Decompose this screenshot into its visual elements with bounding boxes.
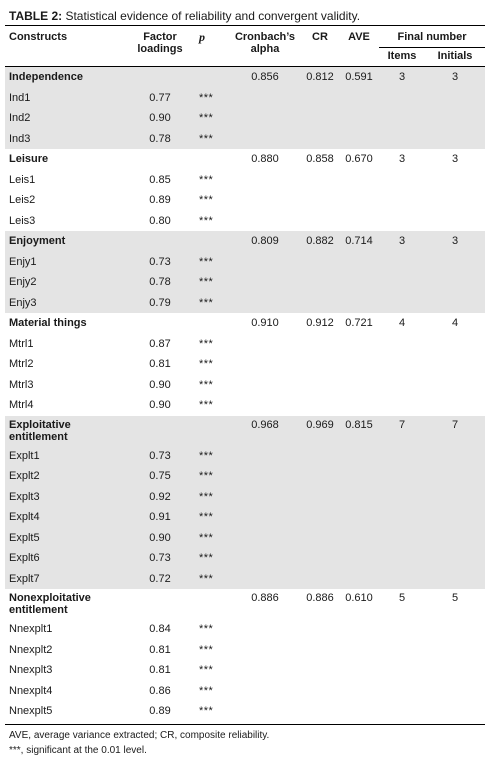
empty-cell bbox=[425, 211, 485, 232]
empty-cell bbox=[339, 446, 379, 467]
p-cell bbox=[195, 231, 229, 252]
empty-cell bbox=[379, 88, 425, 109]
cr-value: 0.969 bbox=[301, 416, 339, 446]
factor-loading-value: 0.81 bbox=[149, 643, 171, 656]
factor-loading-value: 0.73 bbox=[125, 548, 195, 569]
item-row bbox=[5, 395, 485, 416]
empty-cell bbox=[379, 681, 425, 702]
p-significance: *** bbox=[195, 528, 229, 549]
empty-cell bbox=[339, 619, 379, 640]
empty-cell bbox=[301, 395, 339, 416]
empty-cell bbox=[301, 487, 339, 508]
item-row bbox=[5, 660, 485, 681]
empty-cell bbox=[301, 528, 339, 549]
item-name: Explt4 bbox=[5, 507, 125, 528]
factor-loading-value: 0.75 bbox=[125, 466, 195, 487]
empty-cell bbox=[301, 466, 339, 487]
cr-value: 0.812 bbox=[301, 67, 339, 88]
initials-value: 3 bbox=[451, 153, 459, 166]
p-significance: *** bbox=[199, 623, 214, 636]
p-significance: *** bbox=[195, 548, 229, 569]
header-constructs: Constructs bbox=[9, 31, 68, 43]
empty-cell bbox=[301, 211, 339, 232]
item-row bbox=[5, 108, 485, 129]
initials-value: 4 bbox=[451, 317, 459, 330]
items-value: 3 bbox=[379, 231, 425, 252]
empty-cell bbox=[339, 252, 379, 273]
item-name: Nnexplt4 bbox=[9, 684, 53, 697]
factor-loading-value: 0.89 bbox=[149, 194, 171, 207]
empty-cell bbox=[301, 548, 339, 569]
factor-loading-value: 0.73 bbox=[125, 446, 195, 467]
empty-cell bbox=[301, 354, 339, 375]
item-name: Nnexplt3 bbox=[9, 664, 53, 677]
factor-loading-value: 0.89 bbox=[149, 705, 171, 718]
empty-cell bbox=[425, 252, 485, 273]
empty-cell bbox=[229, 681, 301, 702]
item-name: Mtrl2 bbox=[9, 358, 34, 371]
empty-cell bbox=[301, 701, 339, 722]
empty-cell bbox=[229, 211, 301, 232]
empty-cell bbox=[339, 640, 379, 661]
item-row bbox=[5, 701, 485, 722]
alpha-value: 0.968 bbox=[229, 416, 301, 446]
empty-cell bbox=[229, 108, 301, 129]
footnote-abbreviations: AVE, average variance extracted; CR, composite reliability. bbox=[9, 729, 270, 741]
empty-cell bbox=[425, 640, 485, 661]
p-significance: *** bbox=[195, 569, 229, 590]
empty-cell bbox=[301, 129, 339, 150]
factor-loading-value: 0.85 bbox=[149, 173, 171, 186]
empty-cell bbox=[301, 252, 339, 273]
p-significance: *** bbox=[199, 194, 214, 207]
empty-cell bbox=[425, 701, 485, 722]
empty-cell bbox=[425, 569, 485, 590]
factor-loading-value: 0.80 bbox=[149, 214, 171, 227]
empty-cell bbox=[379, 466, 425, 487]
header-initials: Initials bbox=[437, 50, 473, 62]
item-name: Nnexplt2 bbox=[9, 643, 53, 656]
factor-loading-value: 0.72 bbox=[125, 569, 195, 590]
p-significance: *** bbox=[195, 108, 229, 129]
item-name: Mtrl4 bbox=[9, 399, 34, 412]
empty-cell bbox=[379, 129, 425, 150]
cr-value: 0.886 bbox=[306, 592, 334, 604]
empty-cell bbox=[425, 354, 485, 375]
empty-cell bbox=[379, 252, 425, 273]
empty-cell bbox=[339, 487, 379, 508]
empty-cell bbox=[229, 701, 301, 722]
empty-cell bbox=[339, 395, 379, 416]
p-cell bbox=[195, 67, 229, 88]
p-significance: *** bbox=[195, 487, 229, 508]
empty-cell bbox=[301, 660, 339, 681]
item-row bbox=[5, 334, 485, 355]
empty-cell bbox=[425, 619, 485, 640]
empty-cell bbox=[425, 129, 485, 150]
empty-cell bbox=[339, 660, 379, 681]
empty-cell bbox=[425, 548, 485, 569]
empty-cell bbox=[301, 334, 339, 355]
construct-row bbox=[5, 589, 485, 619]
item-name: Ind2 bbox=[5, 108, 125, 129]
empty-cell bbox=[379, 528, 425, 549]
factor-loading-cell bbox=[125, 149, 195, 170]
p-significance: *** bbox=[199, 358, 214, 371]
ave-value: 0.815 bbox=[339, 416, 379, 446]
empty-cell bbox=[425, 446, 485, 467]
empty-cell bbox=[339, 569, 379, 590]
ave-value: 0.591 bbox=[339, 67, 379, 88]
construct-name: Exploitative entitlement bbox=[5, 416, 125, 446]
item-row bbox=[5, 211, 485, 232]
item-name: Explt5 bbox=[5, 528, 125, 549]
factor-loading-value: 0.73 bbox=[125, 252, 195, 273]
empty-cell bbox=[339, 88, 379, 109]
p-cell bbox=[195, 589, 229, 619]
factor-loading-value: 0.81 bbox=[149, 358, 171, 371]
factor-loading-cell bbox=[125, 231, 195, 252]
construct-row bbox=[5, 416, 485, 446]
empty-cell bbox=[379, 548, 425, 569]
empty-cell bbox=[379, 190, 425, 211]
p-significance: *** bbox=[195, 88, 229, 109]
construct-row bbox=[5, 231, 485, 252]
factor-loading-value: 0.92 bbox=[125, 487, 195, 508]
empty-cell bbox=[379, 446, 425, 467]
empty-cell bbox=[339, 681, 379, 702]
empty-cell bbox=[229, 190, 301, 211]
items-value: 3 bbox=[398, 153, 406, 166]
empty-cell bbox=[301, 108, 339, 129]
factor-loading-value: 0.86 bbox=[149, 684, 171, 697]
item-row bbox=[5, 170, 485, 191]
items-value: 7 bbox=[379, 416, 425, 446]
p-significance: *** bbox=[199, 378, 214, 391]
alpha-value: 0.809 bbox=[229, 231, 301, 252]
empty-cell bbox=[339, 129, 379, 150]
item-row bbox=[5, 293, 485, 314]
empty-cell bbox=[339, 272, 379, 293]
p-significance: *** bbox=[199, 173, 214, 186]
header-factor-loadings: Factor loadings bbox=[137, 31, 183, 55]
empty-cell bbox=[379, 108, 425, 129]
empty-cell bbox=[379, 569, 425, 590]
empty-cell bbox=[379, 660, 425, 681]
empty-cell bbox=[339, 701, 379, 722]
empty-cell bbox=[425, 293, 485, 314]
empty-cell bbox=[425, 272, 485, 293]
factor-loading-value: 0.87 bbox=[149, 337, 171, 350]
empty-cell bbox=[339, 334, 379, 355]
p-significance: *** bbox=[199, 684, 214, 697]
factor-loading-value: 0.90 bbox=[149, 378, 171, 391]
p-significance: *** bbox=[199, 664, 214, 677]
p-cell bbox=[195, 313, 229, 334]
factor-loading-value: 0.78 bbox=[125, 129, 195, 150]
empty-cell bbox=[301, 507, 339, 528]
factor-loading-value: 0.81 bbox=[149, 664, 171, 677]
empty-cell bbox=[301, 293, 339, 314]
empty-cell bbox=[379, 293, 425, 314]
empty-cell bbox=[425, 681, 485, 702]
item-row bbox=[5, 528, 485, 549]
table-body bbox=[5, 67, 485, 722]
item-name: Mtrl3 bbox=[9, 378, 34, 391]
p-cell bbox=[195, 416, 229, 446]
ave-value: 0.670 bbox=[345, 153, 373, 166]
item-name: Explt1 bbox=[5, 446, 125, 467]
empty-cell bbox=[379, 354, 425, 375]
empty-cell bbox=[425, 88, 485, 109]
empty-cell bbox=[339, 354, 379, 375]
factor-loading-value: 0.79 bbox=[125, 293, 195, 314]
empty-cell bbox=[379, 334, 425, 355]
item-row bbox=[5, 272, 485, 293]
empty-cell bbox=[339, 211, 379, 232]
empty-cell bbox=[301, 170, 339, 191]
empty-cell bbox=[229, 272, 301, 293]
p-significance: *** bbox=[199, 705, 214, 718]
p-significance: *** bbox=[199, 214, 214, 227]
empty-cell bbox=[301, 569, 339, 590]
alpha-value: 0.880 bbox=[251, 153, 279, 166]
empty-cell bbox=[339, 528, 379, 549]
empty-cell bbox=[379, 640, 425, 661]
construct-name: Enjoyment bbox=[5, 231, 125, 252]
factor-loading-value: 0.90 bbox=[125, 528, 195, 549]
empty-cell bbox=[379, 507, 425, 528]
table-figure bbox=[5, 0, 485, 758]
caption-text: Statistical evidence of reliability and convergent validity. bbox=[65, 9, 361, 23]
empty-cell bbox=[229, 487, 301, 508]
p-significance: *** bbox=[195, 466, 229, 487]
empty-cell bbox=[379, 375, 425, 396]
empty-cell bbox=[425, 466, 485, 487]
item-name: Enjy3 bbox=[5, 293, 125, 314]
empty-cell bbox=[425, 395, 485, 416]
empty-cell bbox=[301, 88, 339, 109]
empty-cell bbox=[339, 293, 379, 314]
p-significance: *** bbox=[195, 507, 229, 528]
empty-cell bbox=[339, 548, 379, 569]
empty-cell bbox=[229, 88, 301, 109]
item-name: Enjy2 bbox=[5, 272, 125, 293]
empty-cell bbox=[425, 375, 485, 396]
item-name: Explt3 bbox=[5, 487, 125, 508]
empty-cell bbox=[425, 108, 485, 129]
empty-cell bbox=[339, 507, 379, 528]
p-significance: *** bbox=[195, 446, 229, 467]
empty-cell bbox=[229, 170, 301, 191]
construct-row bbox=[5, 67, 485, 88]
item-name: Leis3 bbox=[9, 214, 36, 227]
empty-cell bbox=[229, 375, 301, 396]
item-row bbox=[5, 354, 485, 375]
empty-cell bbox=[339, 375, 379, 396]
item-row bbox=[5, 252, 485, 273]
p-cell bbox=[195, 149, 229, 170]
empty-cell bbox=[379, 395, 425, 416]
empty-cell bbox=[339, 190, 379, 211]
empty-cell bbox=[301, 640, 339, 661]
empty-cell bbox=[229, 334, 301, 355]
construct-name: Leisure bbox=[9, 153, 49, 166]
initials-value: 5 bbox=[451, 592, 459, 604]
empty-cell bbox=[425, 660, 485, 681]
empty-cell bbox=[229, 252, 301, 273]
item-row bbox=[5, 507, 485, 528]
header-cr: CR bbox=[312, 31, 328, 43]
header-ave: AVE bbox=[348, 31, 370, 43]
empty-cell bbox=[425, 528, 485, 549]
empty-cell bbox=[425, 507, 485, 528]
item-name: Nnexplt5 bbox=[9, 705, 53, 718]
item-row bbox=[5, 446, 485, 467]
empty-cell bbox=[229, 446, 301, 467]
factor-loading-cell bbox=[125, 416, 195, 446]
empty-cell bbox=[379, 211, 425, 232]
header-items: Items bbox=[387, 50, 417, 62]
item-row bbox=[5, 681, 485, 702]
ave-value: 0.610 bbox=[345, 592, 373, 604]
construct-row bbox=[5, 149, 485, 170]
item-name: Enjy1 bbox=[5, 252, 125, 273]
item-name: Explt6 bbox=[5, 548, 125, 569]
items-value: 5 bbox=[398, 592, 406, 604]
factor-loading-value: 0.90 bbox=[125, 108, 195, 129]
initials-value: 3 bbox=[425, 67, 485, 88]
empty-cell bbox=[301, 272, 339, 293]
p-significance: *** bbox=[195, 272, 229, 293]
construct-name: Material things bbox=[9, 317, 87, 330]
item-row bbox=[5, 466, 485, 487]
alpha-value: 0.910 bbox=[251, 317, 279, 330]
cr-value: 0.882 bbox=[301, 231, 339, 252]
p-significance: *** bbox=[195, 252, 229, 273]
empty-cell bbox=[425, 190, 485, 211]
empty-cell bbox=[229, 640, 301, 661]
empty-cell bbox=[229, 528, 301, 549]
factor-loading-value: 0.77 bbox=[125, 88, 195, 109]
empty-cell bbox=[339, 466, 379, 487]
empty-cell bbox=[425, 487, 485, 508]
empty-cell bbox=[229, 507, 301, 528]
p-significance: *** bbox=[199, 399, 214, 412]
item-row bbox=[5, 88, 485, 109]
p-significance: *** bbox=[199, 337, 214, 350]
item-name: Mtrl1 bbox=[9, 337, 34, 350]
empty-cell bbox=[229, 395, 301, 416]
factor-loading-cell bbox=[125, 67, 195, 88]
initials-value: 7 bbox=[425, 416, 485, 446]
item-name: Ind3 bbox=[5, 129, 125, 150]
empty-cell bbox=[379, 701, 425, 722]
empty-cell bbox=[379, 272, 425, 293]
ave-value: 0.714 bbox=[339, 231, 379, 252]
header-p: p bbox=[199, 30, 205, 44]
cr-value: 0.858 bbox=[306, 153, 334, 166]
empty-cell bbox=[301, 681, 339, 702]
empty-cell bbox=[425, 170, 485, 191]
empty-cell bbox=[301, 619, 339, 640]
empty-cell bbox=[379, 619, 425, 640]
item-name: Leis2 bbox=[9, 194, 36, 207]
p-significance: *** bbox=[199, 643, 214, 656]
empty-cell bbox=[339, 170, 379, 191]
empty-cell bbox=[379, 487, 425, 508]
item-row bbox=[5, 190, 485, 211]
empty-cell bbox=[229, 619, 301, 640]
item-name: Nnexplt1 bbox=[9, 623, 53, 636]
ave-value: 0.721 bbox=[345, 317, 373, 330]
empty-cell bbox=[425, 334, 485, 355]
alpha-value: 0.886 bbox=[251, 592, 279, 604]
item-row bbox=[5, 640, 485, 661]
factor-loading-value: 0.84 bbox=[149, 623, 171, 636]
cr-value: 0.912 bbox=[306, 317, 334, 330]
construct-name: Nonexploitative entitlement bbox=[9, 592, 91, 616]
factor-loading-value: 0.91 bbox=[125, 507, 195, 528]
initials-value: 3 bbox=[425, 231, 485, 252]
header-final-number: Final number bbox=[379, 26, 485, 48]
item-row bbox=[5, 569, 485, 590]
empty-cell bbox=[229, 293, 301, 314]
empty-cell bbox=[301, 190, 339, 211]
item-row bbox=[5, 487, 485, 508]
empty-cell bbox=[229, 129, 301, 150]
items-value: 3 bbox=[379, 67, 425, 88]
empty-cell bbox=[229, 354, 301, 375]
construct-name: Independence bbox=[5, 67, 125, 88]
empty-cell bbox=[229, 660, 301, 681]
table-footnotes bbox=[5, 724, 485, 758]
factor-loading-cell bbox=[125, 589, 195, 619]
footnote-significance: ***, significant at the 0.01 level. bbox=[9, 744, 147, 756]
item-row bbox=[5, 619, 485, 640]
statistics-table bbox=[5, 26, 485, 722]
p-significance: *** bbox=[195, 129, 229, 150]
empty-cell bbox=[339, 108, 379, 129]
factor-loading-value: 0.78 bbox=[125, 272, 195, 293]
factor-loading-cell bbox=[125, 313, 195, 334]
item-name: Ind1 bbox=[5, 88, 125, 109]
items-value: 4 bbox=[398, 317, 406, 330]
empty-cell bbox=[301, 375, 339, 396]
empty-cell bbox=[229, 569, 301, 590]
item-row bbox=[5, 129, 485, 150]
table-caption bbox=[5, 8, 485, 24]
empty-cell bbox=[229, 548, 301, 569]
item-row bbox=[5, 375, 485, 396]
item-name: Leis1 bbox=[9, 173, 36, 186]
construct-row bbox=[5, 313, 485, 334]
item-name: Explt2 bbox=[5, 466, 125, 487]
caption-label: TABLE 2: bbox=[9, 9, 63, 23]
factor-loading-value: 0.90 bbox=[149, 399, 171, 412]
item-name: Explt7 bbox=[5, 569, 125, 590]
alpha-value: 0.856 bbox=[229, 67, 301, 88]
header-alpha: Cronbach’s alpha bbox=[234, 31, 296, 55]
empty-cell bbox=[229, 466, 301, 487]
empty-cell bbox=[301, 446, 339, 467]
empty-cell bbox=[379, 170, 425, 191]
p-significance: *** bbox=[195, 293, 229, 314]
item-row bbox=[5, 548, 485, 569]
